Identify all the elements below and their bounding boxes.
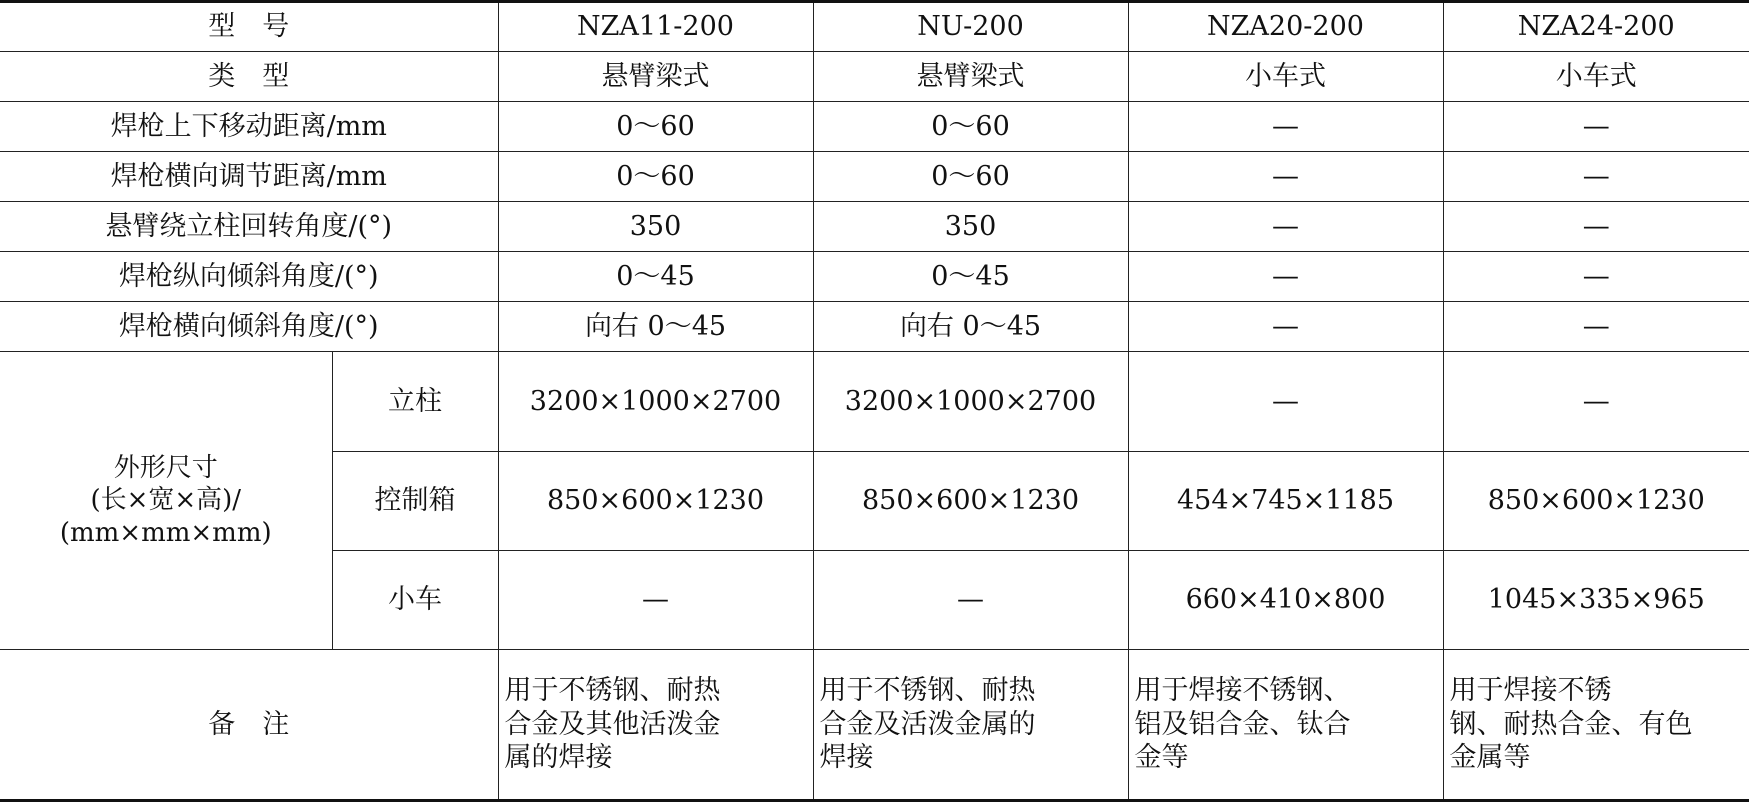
dimension-sub-label: 立柱	[332, 352, 498, 452]
param-value: —	[1128, 202, 1443, 252]
dimension-value: 454×745×1185	[1128, 452, 1443, 551]
param-value: 0～45	[498, 252, 813, 302]
param-row	[0, 252, 1749, 302]
dimensions-label-line: 外形尺寸	[113, 452, 218, 483]
remark-cell	[813, 650, 1128, 801]
dimension-value: 3200×1000×2700	[498, 352, 813, 452]
param-value: 350	[813, 202, 1128, 252]
remarks-label: 备 注	[0, 650, 498, 801]
dimension-value: —	[1128, 352, 1443, 452]
param-value: —	[1443, 152, 1749, 202]
model-name: NU-200	[813, 2, 1128, 52]
model-label: 型 号	[0, 2, 498, 52]
dimension-value: 850×600×1230	[498, 452, 813, 551]
remark-line: 金等	[1134, 742, 1189, 774]
dimension-row	[0, 352, 1749, 452]
dimension-value: —	[813, 551, 1128, 650]
param-value: 0～60	[813, 102, 1128, 152]
param-value: 向右 0～45	[498, 302, 813, 352]
type-value: 小车式	[1443, 52, 1749, 102]
remark-line: 用于不锈钢、耐热	[819, 674, 1036, 706]
model-name: NZA24-200	[1443, 2, 1749, 52]
remark-line: 合金及其他活泼金	[504, 708, 721, 740]
dimension-value: 850×600×1230	[1443, 452, 1749, 551]
dimension-value: 1045×335×965	[1443, 551, 1749, 650]
param-label: 悬臂绕立柱回转角度/(°)	[0, 202, 498, 252]
param-row	[0, 202, 1749, 252]
dimension-value: —	[1443, 352, 1749, 452]
model-row	[0, 2, 1749, 52]
type-value: 悬臂梁式	[498, 52, 813, 102]
param-value: —	[1443, 202, 1749, 252]
remark-line: 焊接	[819, 742, 874, 774]
type-label: 类 型	[0, 52, 498, 102]
param-value: —	[1443, 302, 1749, 352]
remark-cell	[498, 650, 813, 801]
dimension-sub-label: 控制箱	[332, 452, 498, 551]
model-name: NZA11-200	[498, 2, 813, 52]
param-row	[0, 302, 1749, 352]
remark-line: 合金及活泼金属的	[819, 708, 1036, 740]
remark-line: 用于不锈钢、耐热	[504, 674, 721, 706]
dimension-value: 850×600×1230	[813, 452, 1128, 551]
dimensions-label	[0, 352, 332, 650]
param-value: —	[1128, 252, 1443, 302]
remark-line: 铝及铝合金、钛合	[1134, 708, 1351, 740]
remarks-row	[0, 650, 1749, 801]
remark-cell	[1443, 650, 1749, 801]
dimensions-label-line: (长×宽×高)/	[90, 485, 242, 516]
dimension-value: 3200×1000×2700	[813, 352, 1128, 452]
param-value: —	[1443, 252, 1749, 302]
param-value: —	[1128, 152, 1443, 202]
param-value: —	[1443, 102, 1749, 152]
type-value: 悬臂梁式	[813, 52, 1128, 102]
param-value: —	[1128, 302, 1443, 352]
dimensions-label-line: (mm×mm×mm)	[59, 517, 272, 548]
param-label: 焊枪纵向倾斜角度/(°)	[0, 252, 498, 302]
remark-line: 金属等	[1449, 742, 1531, 774]
param-label: 焊枪上下移动距离/mm	[0, 102, 498, 152]
param-value: 350	[498, 202, 813, 252]
param-value: 向右 0～45	[813, 302, 1128, 352]
type-value: 小车式	[1128, 52, 1443, 102]
remark-line: 用于焊接不锈	[1449, 674, 1612, 706]
type-row	[0, 52, 1749, 102]
remark-line: 钢、耐热合金、有色	[1449, 708, 1693, 740]
param-value: 0～45	[813, 252, 1128, 302]
param-value: —	[1128, 102, 1443, 152]
param-label: 焊枪横向调节距离/mm	[0, 152, 498, 202]
remark-cell	[1128, 650, 1443, 801]
dimension-value: —	[498, 551, 813, 650]
param-value: 0～60	[498, 102, 813, 152]
dimension-value: 660×410×800	[1128, 551, 1443, 650]
param-value: 0～60	[498, 152, 813, 202]
model-name: NZA20-200	[1128, 2, 1443, 52]
param-value: 0～60	[813, 152, 1128, 202]
param-row	[0, 102, 1749, 152]
dimension-sub-label: 小车	[332, 551, 498, 650]
param-row	[0, 152, 1749, 202]
remark-line: 用于焊接不锈钢、	[1134, 674, 1351, 706]
param-label: 焊枪横向倾斜角度/(°)	[0, 302, 498, 352]
remark-line: 属的焊接	[504, 742, 613, 774]
